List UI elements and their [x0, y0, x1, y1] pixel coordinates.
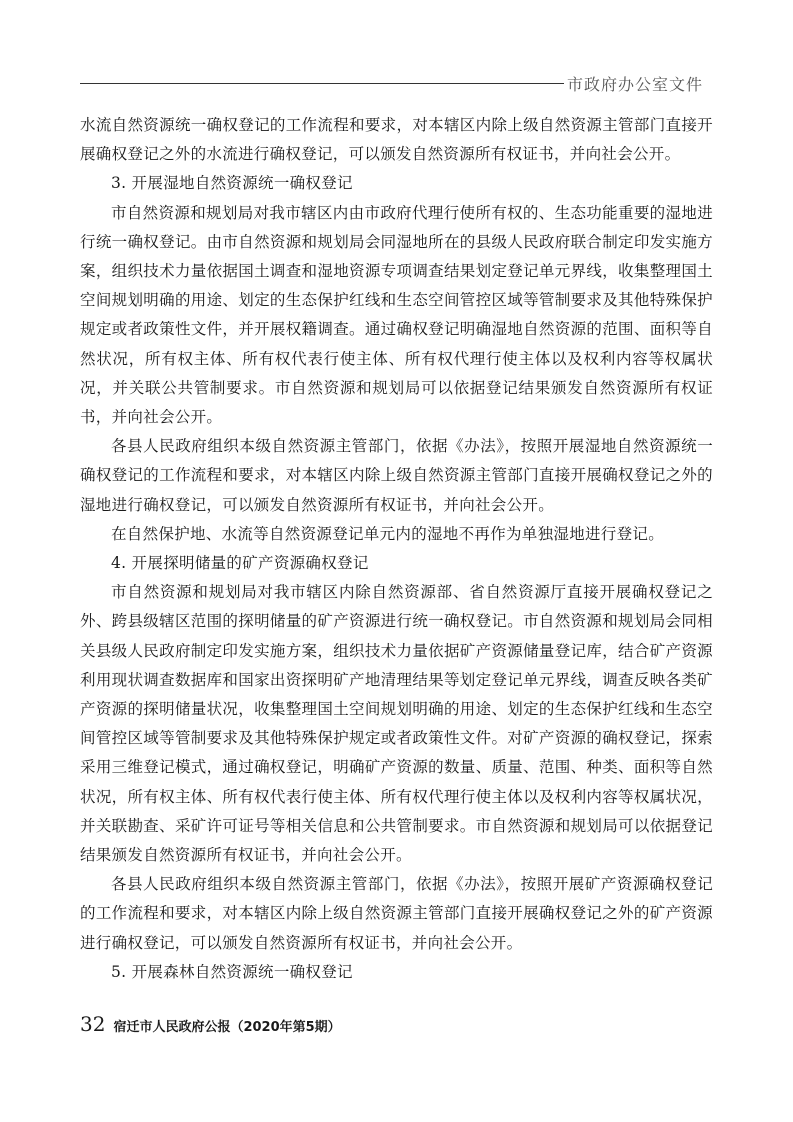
paragraph-wetland-county: 各县人民政府组织本级自然资源主管部门，依据《办法》，按照开展湿地自然资源统一确权登记的工作流程和要求，对本辖区内除上级自然资源主管部门直接开展确权登记之外的湿地进行确权登记，可以颁发自然资源所有权证书，并向社会公开。	[80, 437, 713, 514]
section-heading-mineral: 4. 开展探明储量的矿产资源确权登记	[111, 554, 369, 573]
paragraph-mineral-county: 各县人民政府组织本级自然资源主管部门，依据《办法》，按照开展矿产资源确权登记的工作流程和要求，对本辖区内除上级自然资源主管部门直接开展确权登记之外的矿产资源进行确权登记，可以颁发自然资源所有权证书，并向社会公开。	[80, 875, 713, 952]
paragraph-mineral-city: 市自然资源和规划局对我市辖区内除自然资源部、省自然资源厅直接开展确权登记之外、跨县级辖区范围的探明储量的矿产资源进行统一确权登记。市自然资源和规划局会同相关县级人民政府制定印发实施方案，组织技术力量依据矿产资源储量登记库，结合矿产资源利用现状调查数据库和国家出资探明矿产地清理结果等划定登记单元界线，调查反映各类矿产资源的探明储量状况，收集整理国土空间规划明确的用途、划定的生态保护红线和生态空间管控区域等管制要求及其他特殊保护规定或者政策性文件。对矿产资源的确权登记，探索采用三维登记模式，通过确权登记，明确矿产资源的数量、质量、范围、种类、面积等自然状况，所有权主体、所有权代表行使主体、所有权代理行使主体以及权利内容等权属状况，并关联勘查、采矿许可证号等相关信息和公共管制要求。市自然资源和规划局可以依据登记结果颁发自然资源所有权证书，并向社会公开。	[80, 583, 713, 865]
section-heading-wetland: 3. 开展湿地自然资源统一确权登记	[111, 174, 353, 193]
page-footer	[80, 1012, 341, 1036]
section-heading-forest: 5. 开展森林自然资源统一确权登记	[111, 962, 353, 981]
journal-name: 宿迁市人民政府公报（2020年第5期）	[113, 1020, 341, 1035]
paragraph-wetland-note: 在自然保护地、水流等自然资源登记单元内的湿地不再作为单独湿地进行登记。	[111, 524, 665, 543]
header-rule	[80, 83, 564, 84]
paragraph-wetland-city: 市自然资源和规划局对我市辖区内由市政府代理行使所有权的、生态功能重要的湿地进行统一确权登记。由市自然资源和规划局会同湿地所在的县级人民政府联合制定印发实施方案，组织技术力量依据国土调查和湿地资源专项调查结果划定登记单元界线，收集整理国土空间规划明确的用途、划定的生态保护红线和生态空间管控区域等管制要求及其他特殊保护规定或者政策性文件，并开展权籍调查。通过确权登记明确湿地自然资源的范围、面积等自然状况，所有权主体、所有权代表行使主体、所有权代理行使主体以及权利内容等权属状况，并关联公共管制要求。市自然资源和规划局可以依据登记结果颁发自然资源所有权证书，并向社会公开。	[80, 203, 713, 427]
document-body	[80, 111, 713, 987]
header-title: 市政府办公室文件	[566, 75, 703, 94]
paragraph-continuation: 水流自然资源统一确权登记的工作流程和要求，对本辖区内除上级自然资源主管部门直接开展确权登记之外的水流进行确权登记，可以颁发自然资源所有权证书，并向社会公开。	[80, 116, 713, 164]
page-number: 32	[80, 1012, 106, 1036]
